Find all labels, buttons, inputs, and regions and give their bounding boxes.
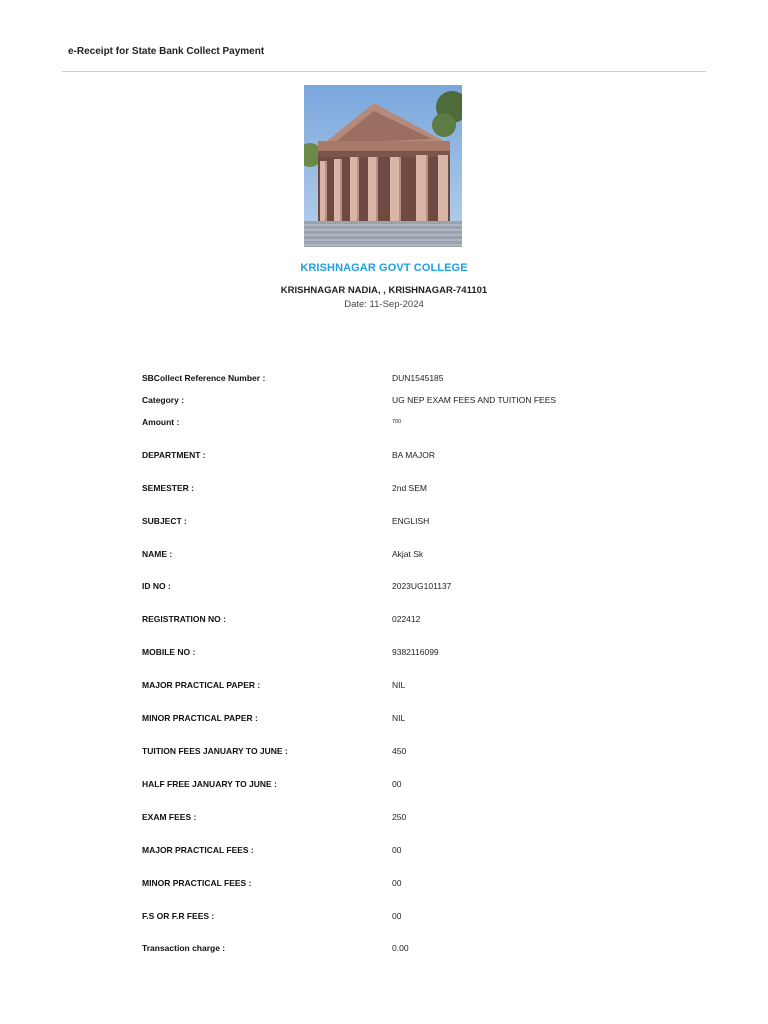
college-address: KRISHNAGAR NADIA, , KRISHNAGAR-741101 <box>280 285 488 296</box>
detail-value: 2023UG101137 <box>392 581 452 591</box>
detail-row-reference <box>0 373 768 387</box>
detail-row-subject <box>0 516 768 530</box>
detail-value: 00 <box>392 911 402 921</box>
detail-label: MINOR PRACTICAL PAPER : <box>142 713 258 723</box>
detail-value: 700 <box>392 419 402 425</box>
detail-row-category <box>0 395 768 409</box>
detail-row-half-free <box>0 779 768 793</box>
detail-label: TUITION FEES JANUARY TO JUNE : <box>142 746 288 756</box>
detail-row-transaction-charge <box>0 943 768 957</box>
college-building-photo <box>304 85 462 247</box>
detail-value: 250 <box>392 812 407 822</box>
detail-row-semester <box>0 483 768 497</box>
detail-row-mobile <box>0 647 768 661</box>
detail-row-exam-fees <box>0 812 768 826</box>
detail-value: Akjat Sk <box>392 549 424 559</box>
detail-row-fs-fr-fees <box>0 911 768 925</box>
college-name: KRISHNAGAR GOVT COLLEGE <box>300 262 468 274</box>
detail-row-registration <box>0 614 768 628</box>
detail-value: NIL <box>392 713 406 723</box>
detail-value: 9382116099 <box>392 647 439 657</box>
detail-label: MOBILE NO : <box>142 647 196 657</box>
header-divider <box>62 71 706 72</box>
detail-label: Category : <box>142 395 185 405</box>
detail-row-major-practical-paper <box>0 680 768 694</box>
detail-label: SUBJECT : <box>142 516 187 526</box>
detail-label: ID NO : <box>142 581 171 591</box>
receipt-header-title: e-Receipt for State Bank Collect Payment <box>68 46 265 57</box>
detail-row-minor-practical-paper <box>0 713 768 727</box>
detail-label: SBCollect Reference Number : <box>142 373 266 383</box>
detail-label: Amount : <box>142 417 180 427</box>
detail-label: REGISTRATION NO : <box>142 614 226 624</box>
detail-label: F.S OR F.R FEES : <box>142 911 215 921</box>
detail-value: BA MAJOR <box>392 450 435 460</box>
detail-label: SEMESTER : <box>142 483 194 493</box>
detail-label: Transaction charge : <box>142 943 226 953</box>
detail-row-major-practical-fees <box>0 845 768 859</box>
detail-label: NAME : <box>142 549 173 559</box>
detail-row-tuition-fees <box>0 746 768 760</box>
detail-value: 00 <box>392 779 402 789</box>
detail-value: 450 <box>392 746 407 756</box>
detail-value: 00 <box>392 878 402 888</box>
detail-row-department <box>0 450 768 464</box>
detail-label: MAJOR PRACTICAL PAPER : <box>142 680 261 690</box>
detail-value: DUN1545185 <box>392 373 444 383</box>
detail-label: MINOR PRACTICAL FEES : <box>142 878 252 888</box>
detail-value: 022412 <box>392 614 421 624</box>
detail-row-name <box>0 549 768 563</box>
detail-row-minor-practical-fees <box>0 878 768 892</box>
detail-label: DEPARTMENT : <box>142 450 206 460</box>
receipt-date: Date: 11-Sep-2024 <box>344 299 424 310</box>
detail-row-id <box>0 581 768 595</box>
detail-label: HALF FREE JANUARY TO JUNE : <box>142 779 277 789</box>
detail-value: ENGLISH <box>392 516 430 526</box>
detail-label: EXAM FEES : <box>142 812 197 822</box>
detail-row-amount <box>0 417 768 431</box>
detail-value: UG NEP EXAM FEES AND TUITION FEES <box>392 395 557 405</box>
detail-value: 2nd SEM <box>392 483 427 493</box>
detail-label: MAJOR PRACTICAL FEES : <box>142 845 254 855</box>
detail-value: 0.00 <box>392 943 409 953</box>
detail-value: NIL <box>392 680 406 690</box>
detail-value: 00 <box>392 845 402 855</box>
